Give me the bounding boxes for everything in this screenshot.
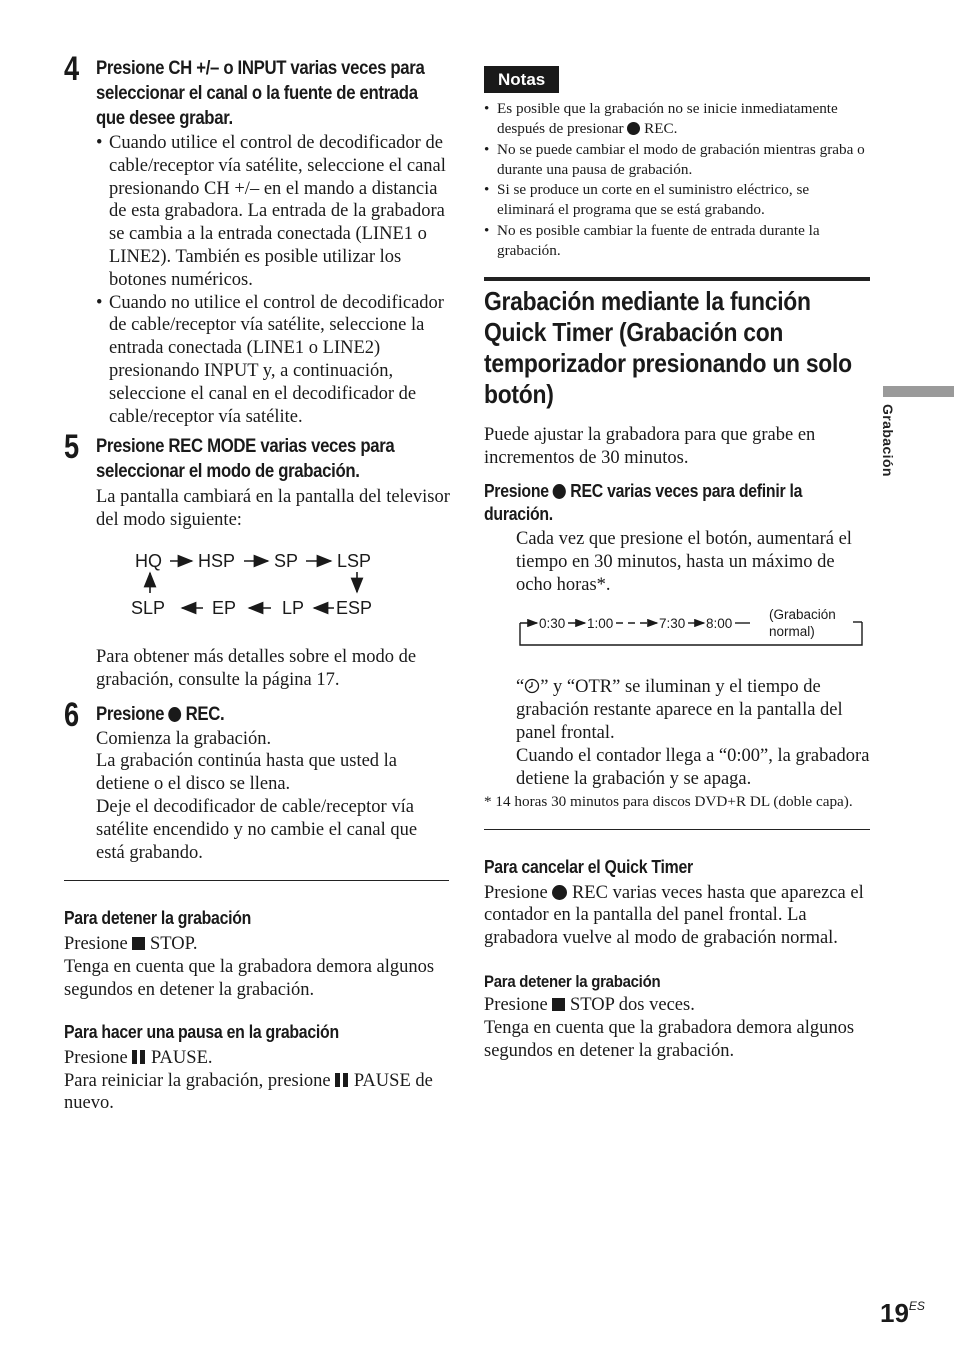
list-item: • No es posible cambiar la fuente de entrada durante la grabación.	[484, 221, 870, 262]
list-item: • Cuando no utilice el control de decodificador de cable/receptor vía satélite, seleccione la entrada conectada (LINE1 o LINE2) presionando INPUT y, a continuación, seleccione el canal en el decodificador de cable/receptor vía satélite.	[96, 292, 450, 429]
section-text: Tenga en cuenta que la grabadora demora algunos segundos en detener la grabación.	[484, 1017, 855, 1061]
normal-mode-label: (Grabación	[769, 607, 836, 623]
step-title: Presione CH +/– o INPUT varias veces para seleccionar el canal o la fuente de entrada que desee grabar.	[96, 57, 425, 129]
step-text: La grabación continúa hasta que usted la detiene o el disco se llena.	[96, 751, 398, 795]
step-number: 4	[64, 50, 80, 88]
right-column	[484, 66, 870, 1062]
rec-icon	[168, 707, 181, 722]
indicator-text: “ ” y “OTR” se iluminan y el tiempo de grabación restante aparece en la pantalla del panel frontal.	[516, 677, 843, 743]
instruction-heading: Presione REC varias veces para definir la duración.	[484, 480, 803, 524]
section-title: Grabación mediante la función Quick Timer (Grabación con temporizador presionando un solo botón)	[484, 286, 852, 410]
mode-label: SP	[274, 550, 299, 571]
section-divider	[484, 829, 870, 830]
stop-icon	[552, 998, 565, 1011]
time-label: 1:00	[587, 616, 614, 632]
step-number: 5	[64, 428, 80, 467]
step-number: 6	[64, 695, 80, 734]
mode-label: LP	[282, 597, 305, 618]
step-text: Para obtener más detalles sobre el modo de grabación, consulte la página 17.	[96, 646, 417, 690]
notes-badge: Notas	[484, 66, 559, 93]
footnote: * 14 horas 30 minutos para discos DVD+R DL (doble capa).	[484, 793, 853, 811]
section-tab-marker	[883, 386, 954, 397]
section-divider	[484, 277, 870, 281]
rec-icon	[552, 885, 567, 900]
time-label: 0:30	[539, 616, 566, 632]
stop-recording-section	[484, 970, 870, 1062]
page-number: $19^{ES}$	[880, 1298, 925, 1328]
instruction-line: Presione STOP dos veces.	[484, 995, 695, 1016]
instruction-line: Para reiniciar la grabación, presione PAUSE de nuevo.	[64, 1070, 433, 1114]
time-label: 7:30	[659, 616, 686, 632]
list-item: • Es posible que la grabación no se inicie inmediatamente después de presionar REC.	[484, 99, 870, 140]
pause-recording-section	[64, 1021, 450, 1115]
rec-icon	[553, 484, 566, 499]
step-4	[64, 50, 450, 428]
mode-label: ESP	[336, 597, 373, 618]
mode-label: HSP	[198, 550, 236, 571]
section-heading: Para detener la grabación	[64, 908, 252, 929]
step-5	[64, 428, 450, 691]
mode-label: LSP	[337, 550, 372, 571]
step-bullet-list	[96, 132, 450, 428]
quick-timer-cycle-diagram	[484, 604, 870, 656]
timer-clock-icon	[524, 678, 540, 694]
mode-label: HQ	[135, 550, 162, 571]
section-text: Tenga en cuenta que la grabadora demora algunos segundos en detener la grabación.	[64, 957, 435, 1000]
pause-icon	[132, 1050, 146, 1064]
step-6	[64, 695, 450, 865]
instruction-line: Presione PAUSE.	[64, 1047, 213, 1068]
step-text: Deje el decodificador de cable/receptor vía satélite encendido y no cambie el canal que está grabando.	[96, 796, 418, 863]
step-title: Presione REC MODE varias veces para seleccionar el modo de grabación.	[96, 435, 395, 483]
section-heading: Para detener la grabación	[484, 972, 661, 992]
instruction-text: Cada vez que presione el botón, aumentará el tiempo en 30 minutos, hasta un máximo de ocho horas*.	[516, 528, 852, 595]
cancel-quick-timer-section	[484, 856, 870, 950]
counter-text: Cuando el contador llega a “0:00”, la grabadora detiene la grabación y se apaga.	[516, 745, 870, 789]
list-item: • No se puede cambiar el modo de grabación mientras graba o durante una pausa de grabación.	[484, 140, 870, 181]
notes-block	[484, 66, 870, 261]
rec-mode-cycle-diagram	[96, 548, 396, 628]
step-title: Presione REC.	[96, 702, 225, 725]
list-item: • Cuando utilice el control de decodificador de cable/receptor vía satélite, seleccione el canal presionando CH +/– en el mando a distancia de esta grabadora. La entrada de la grabadora se cambia a la entrada conectada (LINE1 o LINE2). También es posible utilizar los botones numéricos.	[96, 132, 450, 292]
time-label: 8:00	[706, 616, 733, 632]
section-tab-label: Grabación	[880, 404, 896, 477]
mode-label: EP	[212, 597, 237, 618]
instruction-line: Presione STOP.	[64, 934, 198, 955]
notes-list	[484, 99, 870, 261]
section-heading: Para hacer una pausa en la grabación	[64, 1021, 339, 1042]
section-heading: Para cancelar el Quick Timer	[484, 856, 693, 877]
list-item: • Si se produce un corte en el suministro eléctrico, se eliminará el programa que se está grabando.	[484, 180, 870, 221]
stop-recording-section	[64, 907, 450, 1001]
intro-text: Puede ajustar la grabadora para que grabe en incrementos de 30 minutos.	[484, 425, 816, 469]
left-column	[64, 48, 450, 1115]
rec-icon	[627, 122, 640, 135]
normal-mode-label: normal)	[769, 624, 815, 640]
pause-icon	[335, 1073, 349, 1087]
stop-icon	[132, 937, 145, 950]
step-text: Comienza la grabación.	[96, 728, 272, 749]
mode-label: SLP	[131, 597, 166, 618]
section-divider	[64, 880, 449, 881]
section-text: Presione REC varias veces hasta que aparezca el contador en la pantalla del panel frontal. La grabadora vuelve al modo de grabación normal.	[484, 882, 864, 949]
step-text: La pantalla cambiará en la pantalla del televisor del modo siguiente:	[96, 487, 450, 531]
